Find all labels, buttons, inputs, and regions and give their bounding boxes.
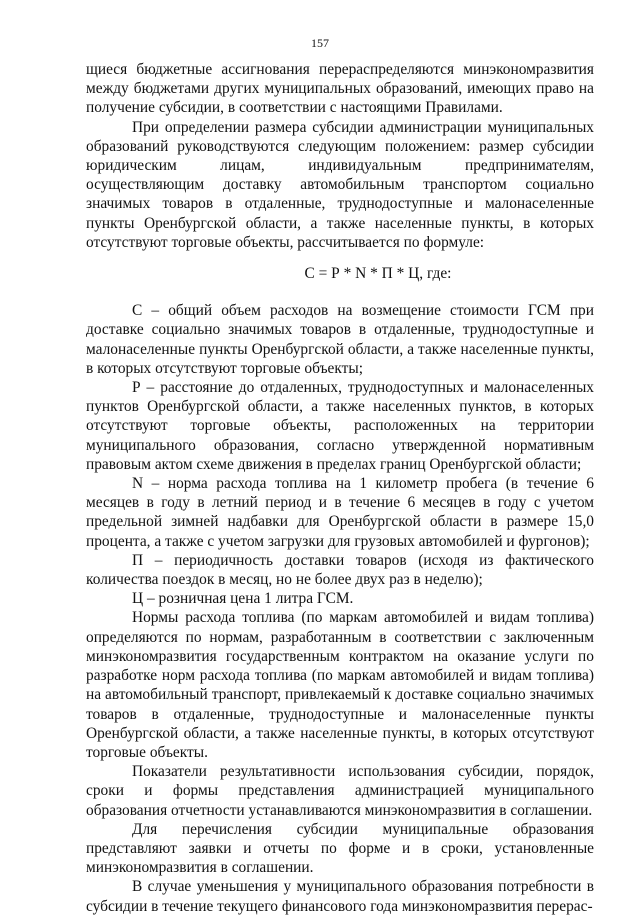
definition-c: С – общий объем расходов на возмещение стоимости ГСМ при доставке социально значимых товаров в отдаленные, труднодоступные и малонаселенные пункты Оренбургской области, а также населенные пункты, в которых отсутствуют торговые объекты;: [86, 302, 594, 377]
definition-ts: Ц – розничная цена 1 литра ГСМ.: [132, 590, 354, 608]
paragraph-requests: Для перечисления субсидии муниципальные образования представляют заявки и отчеты по форме и в сроки, установленные минэкономразвития в соглашении.: [86, 820, 594, 877]
paragraph-performance: Показатели результативности использования субсидии, порядок, сроки и формы представления администрацией муниципального образования отчетности устанавливаются минэкономразвития в соглашении.: [86, 763, 594, 819]
formula: С = Р * N * П * Ц, где:: [304, 265, 452, 283]
paragraph-reduction: В случае уменьшения у муниципального образования потребности в субсидии в течение текущего финансового года минэкономразвития перерас-: [86, 878, 594, 915]
document-body: [86, 60, 594, 916]
page-number: 157: [311, 36, 329, 50]
paragraph-continuation: щиеся бюджетные ассигнования перераспределяются минэкономразвития между бюджетами других муниципальных образований, имеющих право на получение субсидии, в соответствии с настоящими Правилами.: [86, 61, 594, 117]
definition-pi: П – периодичность доставки товаров (исходя из фактического количества поездок в месяц, но не более двух раз в неделю);: [86, 551, 594, 589]
paragraph-fuel-norms: Нормы расхода топлива (по маркам автомобилей и видам топлива) определяются по нормам, разработанным в соответствии с заключенным минэкономразвития государственным контрактом на оказание услуги по разработке норм расхода топлива (по маркам автомобилей и видам топлива) на автомобильный транспорт, привлекаемый к доставке социально значимых товаров в отдаленные, труднодоступные и малонаселенные пункты Оренбургской области, а также населенные пункты, в которых отсутствуют торговые объекты.: [86, 609, 594, 761]
paragraph-subsidy-size: При определении размера субсидии администрации муниципальных образований руководствуются следующим положением: размер субсидии юридическим лицам, индивидуальным предпринимателям, осуществляющим доставку автомобильным транспортом социально значимых товаров в отдаленные, труднодоступные и малонаселенные пункты Оренбургской области, а также населенные пункты, в которых отсутствуют торговые объекты, рассчитывается по формуле:: [86, 118, 594, 251]
definition-p: Р – расстояние до отдаленных, труднодоступных и малонаселенных пунктов Оренбургской области, а также населенных пунктов, в которых отсутствуют торговые объекты, расположенных на территории муниципального образования, согласно утвержденной нормативным правовым актом схеме движения в пределах границ Оренбургской области;: [86, 379, 594, 473]
definition-n: N – норма расхода топлива на 1 километр пробега (в течение 6 месяцев в году в летний период и в течение 6 месяцев в году с учетом предельной зимней надбавки для Оренбургской области в размере 15,0 процента, а также с учетом загрузки для грузовых автомобилей и фургонов);: [86, 475, 594, 550]
